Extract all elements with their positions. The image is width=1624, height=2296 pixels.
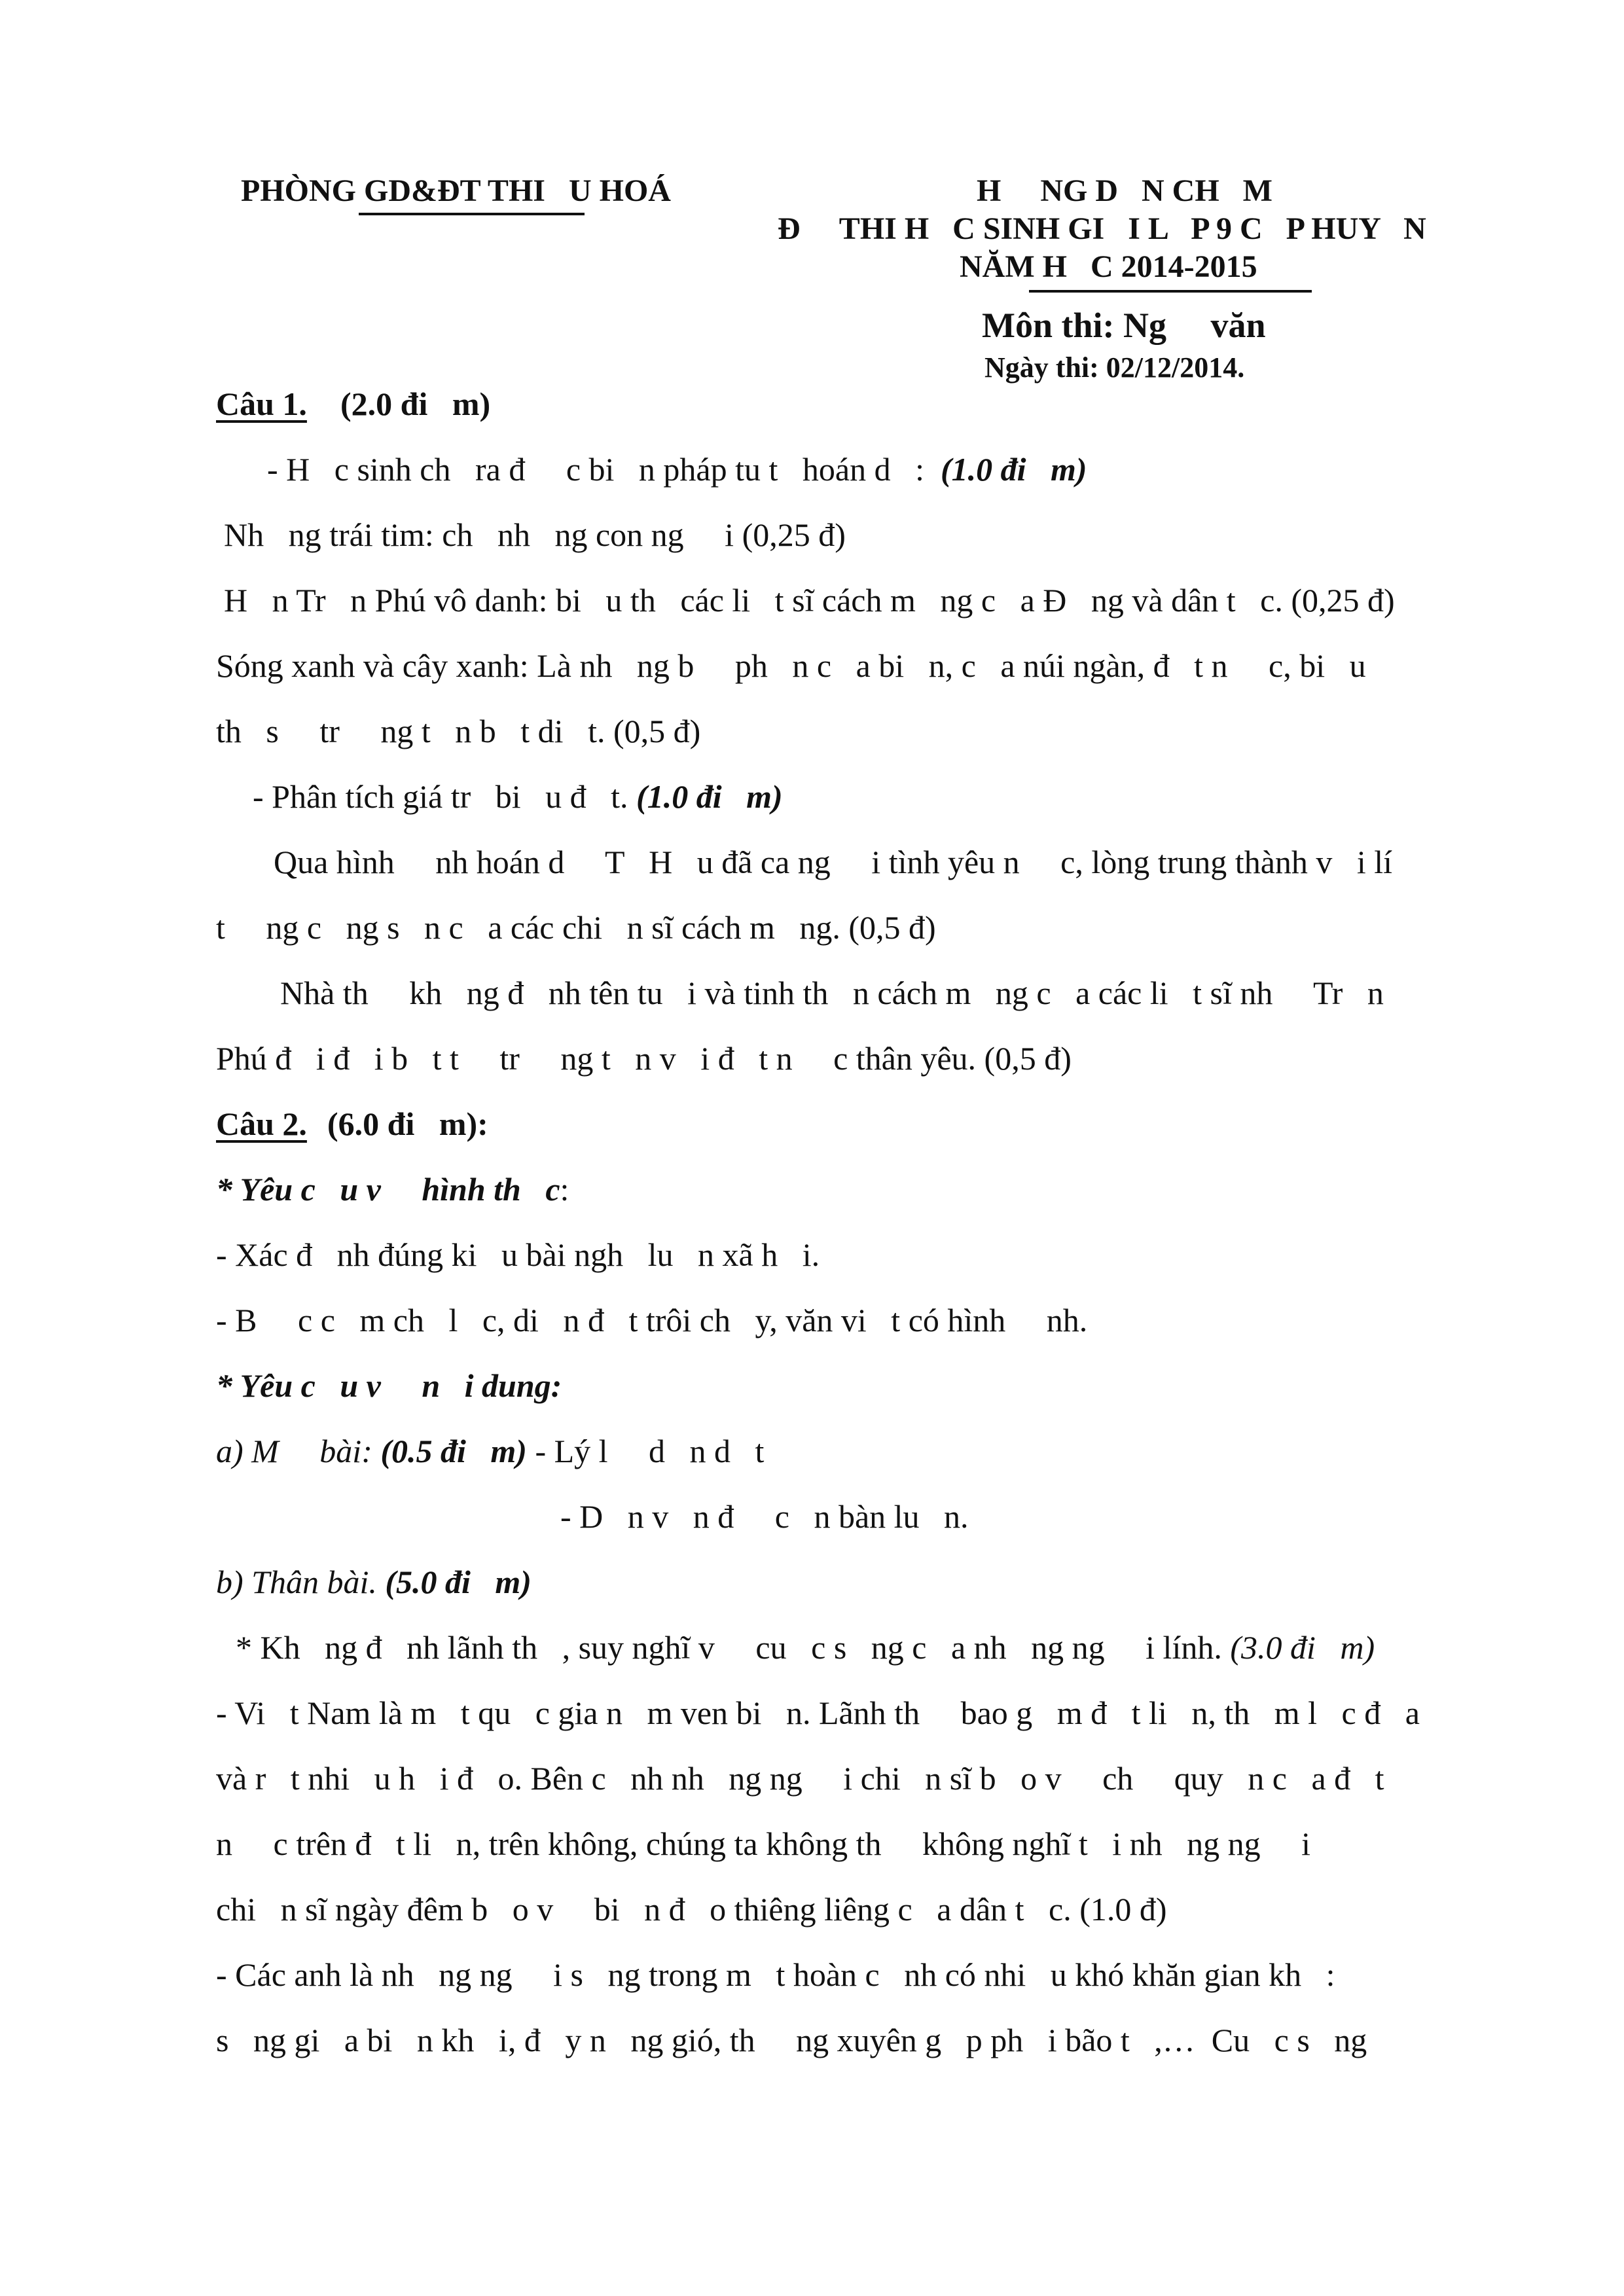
- question-2-heading: Câu 2.: [216, 1105, 307, 1142]
- body-line-4: chi n sĩ ngày đêm b o v bi n đ o thiêng liêng c a dân t c. (1.0 đ): [216, 1891, 1167, 1928]
- question-2-points: (6.0 đi m):: [327, 1105, 488, 1142]
- form-heading-text: * Yêu c u v hình th c: [216, 1171, 560, 1208]
- header-title-line2: Đ THI H C SINH GI I L P 9 C P HUY N: [778, 211, 1426, 246]
- q1-line-5: th s tr ng t n b t di t. (0,5 đ): [216, 713, 701, 749]
- than-bai-line: [216, 1566, 532, 1598]
- question-1-heading: Câu 1.: [216, 386, 307, 422]
- body-line-2: và r t nhi u h i đ o. Bên c nh nh ng ng i chi n sĩ b o v ch quy n c a đ t: [216, 1760, 1384, 1797]
- body-line-6: s ng gi a bi n kh i, đ y n ng gió, th ng xuyên g p ph i bão t ,… Cu c s ng: [216, 2022, 1367, 2058]
- q1-line-10: Phú đ i đ i b t t tr ng t n v i đ t n c thân yêu. (0,5 đ): [216, 1040, 1072, 1077]
- mo-bai-line: [216, 1435, 764, 1467]
- than-bai-label: b) Thân bài.: [216, 1564, 377, 1600]
- header-date: Ngày thi: 02/12/2014.: [984, 351, 1245, 384]
- mo-bai-item-1: - Lý l d n d t: [535, 1433, 765, 1469]
- q1-line-8: t ng c ng s n c a các chi n sĩ cách m ng. (0,5 đ): [216, 909, 936, 946]
- body-line-1: - Vi t Nam là m t qu c gia n m ven bi n. Lãnh th bao g m đ t li n, th m l c đ a: [216, 1695, 1420, 1731]
- mo-bai-points: (0.5 đi m): [380, 1433, 527, 1469]
- header-department: PHÒNG GD&ĐT THI U HOÁ: [241, 173, 671, 208]
- q1-line-6-points: (1.0 đi m): [636, 778, 783, 815]
- than-bai-points: (5.0 đi m): [385, 1564, 532, 1600]
- header-title-line1: H NG D N CH M: [977, 173, 1272, 208]
- question-1-points: (2.0 đi m): [340, 386, 491, 422]
- header-subject: Môn thi: Ng văn: [982, 306, 1266, 345]
- mo-bai-item-2: - D n v n đ c n bàn lu n.: [560, 1498, 969, 1535]
- q1-line-3: H n Tr n Phú vô danh: bi u th các li t sĩ cách m ng c a Đ ng và dân t c. (0,25 đ): [224, 582, 1395, 619]
- header-department-underline: [359, 213, 585, 215]
- key-point-1-points: (3.0 đi m): [1230, 1629, 1375, 1666]
- q1-line-2: Nh ng trái tim: ch nh ng con ng i (0,25 đ): [224, 516, 846, 553]
- key-point-1-text: * Kh ng đ nh lãnh th , suy nghĩ v cu c s ng c a nh ng ng i lính.: [236, 1629, 1222, 1666]
- q1-line-7: Qua hình nh hoán d T H u đã ca ng i tình yêu n c, lòng trung thành v i lí: [274, 844, 1393, 880]
- form-item-2: - B c c m ch l c, di n đ t trôi ch y, văn vi t có hình nh.: [216, 1302, 1088, 1338]
- body-line-3: n c trên đ t li n, trên không, chúng ta không th không nghĩ t i nh ng ng i: [216, 1825, 1311, 1862]
- form-heading-colon: :: [560, 1171, 569, 1208]
- q1-line-4: Sóng xanh và cây xanh: Là nh ng b ph n c a bi n, c a núi ngàn, đ t n c, bi u: [216, 647, 1366, 684]
- q1-line-9: Nhà th kh ng đ nh tên tu i và tinh th n cách m ng c a các li t sĩ nh Tr n: [280, 975, 1384, 1011]
- q1-line-1: [267, 453, 1087, 486]
- key-point-1: [236, 1631, 1375, 1664]
- form-item-1: - Xác đ nh đúng ki u bài ngh lu n xã h i.: [216, 1236, 820, 1273]
- header-title-line3: NĂM H C 2014-2015: [960, 249, 1257, 284]
- q1-line-6: [253, 780, 783, 813]
- form-requirements-heading: [216, 1173, 569, 1206]
- q1-line-6-text: - Phân tích giá tr bi u đ t.: [253, 778, 628, 815]
- header-title-underline: [1029, 290, 1312, 293]
- q1-line-1-points: (1.0 đi m): [940, 451, 1087, 488]
- body-line-5: - Các anh là nh ng ng i s ng trong m t hoàn c nh có nhi u khó khăn gian kh :: [216, 1956, 1335, 1993]
- mo-bai-label: a) M bài:: [216, 1433, 372, 1469]
- content-requirements-heading: * Yêu c u v n i dung:: [216, 1367, 562, 1404]
- q1-line-1-text: - H c sinh ch ra đ c bi n pháp tu t hoán d :: [267, 451, 924, 488]
